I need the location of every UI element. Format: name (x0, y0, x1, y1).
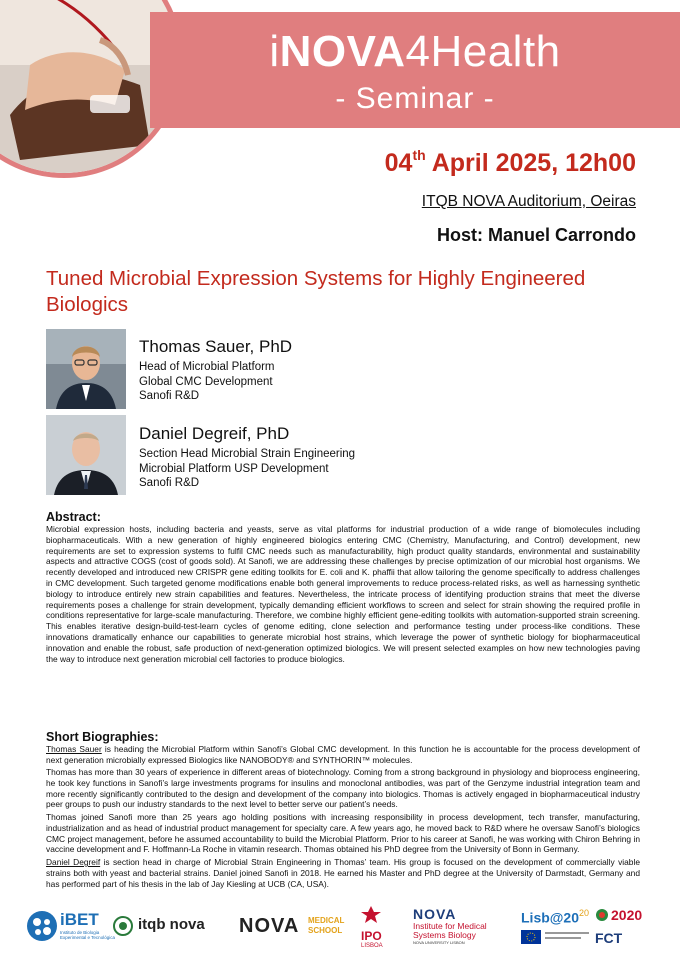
ibet-logo: iBET Instituto de Biologia Experimental e Tecnológica (26, 910, 58, 947)
itqb-mark-icon (113, 916, 133, 936)
bio-thomas-career: Thomas joined Sanofi more than 25 years ago holding positions with increasing responsibility in process development, tech transfer, manufacturing, industrialization and as head of industrial product management for specialty care. A few years ago, he moved back to R&D where he oversaw Sanofi’s biologics CMC project management, before he assumed accountability to build the Microbial Platform. Prior to his career at Sanofi, he was working with Chiron Behring in vaccine development and F. Hoffmann-La Roche in vitamin research. Thomas obtained his PhD degree from the University of Bonn in Germany. (46, 812, 640, 855)
speaker-photo-thomas (46, 329, 126, 409)
abstract-text: Microbial expression hosts, including bacteria and yeasts, serve as vital platforms for industrial production of a wide range of biomolecules including biopharmaceuticals. With a new generation of highly engineered biologics entering CMC (Chemistry, Manufacturing, and Control) development, new requirements are set to expression systems to fulfil CMC needs such as manufacturability, high product quality standards, environmental and sustainability aspects and attractive COGS (cost of goods sold). At Sanofi, we are addressing these challenges by precise optimization of our microbial host organisms. We recently developed and introduced new CRISPR gene editing toolkits for E. coli and K. phaffii that allow tailoring the genome specifically to address challenges in CMC development. Such targeted genome modifications enable both general improvements to reduce process-related risks, as well as harnessing synthetic biology to introduce entirely new strain capabilities and features. Nevertheless, the intricate process of identifying production strains that meet the diverse requirements poses a challenge for strain development, typically demanding efficient workflows to screen and select for strain showing the required profile in conditions representative for large-scale manufacturing. Therefore, we combine highly efficient gene-editing toolkits with automation-supported strain screening. This enables iterative design-build-test-learn cycles of genome editing, clone selection and performance testing under process-like conditions. These innovations dramatically enhance our capabilities to generate microbial host strains, which leverage the power of synthetic biology for biopharmaceutical innovation and enable the robust, safe production of next-generation optimized biologics. We will present selected examples on how new technologies paving the way to introduce next generation microbial cell factories to produce biologics. (46, 524, 640, 664)
bio-daniel: Daniel Degreif is section head in charge of Microbial Strain Engineering in Thomas’ team. His group is focused on the development of commercially viable strains both with yeast and bacterial strains. Daniel joined Sanofi in 2018. He earned his Master and PhD degree at the University of Darmstadt, Germany and has performed part of his thesis in the lab of Jay Kiesling at UCB (CA, USA). (46, 857, 640, 889)
partner-logos (0, 900, 680, 961)
lisboa-2020-logo: $Lisb@20^{20}$ (521, 908, 589, 927)
speaker-1 (139, 337, 292, 404)
talk-title: Tuned Microbial Expression Systems for Highly Engineered Biologics (46, 267, 586, 316)
bio-thomas-experience: Thomas has more than 30 years of experience in different areas of biotechnology. Coming from a strong background in physiology and bioprocess engineering, he took key functions in Sanofi’s large investments programs for insulins and monoclonal antibodies, was part of the Genzyme industrial integration team and more recently significantly contributed to the design and development of the company into biologics. Thomas is actively engaged in biopharmaceutical industry peer groups to push our industry standards to the next level to better serve our patient’s needs. (46, 767, 640, 810)
speaker-department: Global CMC Development (139, 375, 273, 388)
bio-name-link: Thomas Sauer (46, 744, 102, 754)
bio-thomas-intro: Thomas Sauer is heading the Microbial Platform within Sanofi’s Global CMC development. In this function he is accountable for the process development of next generation microbially expressed Biologics like NANOBODY® and SYNTHORIN™ molecules. (46, 744, 641, 765)
speaker-photo-daniel (46, 415, 126, 495)
event-host: Host: Manuel Carrondo (436, 225, 636, 245)
speaker-name: Daniel Degreif, PhD (139, 424, 290, 443)
eu-flag-icon (521, 930, 591, 944)
speaker-2 (139, 424, 355, 491)
ipo-lisboa-logo: IPO LISBOA (361, 906, 383, 949)
speaker-organization: Sanofi R&D (139, 477, 200, 489)
seminar-subtitle: - Seminar - (335, 82, 495, 115)
portugal-2020-logo: 2020 FCT (595, 907, 643, 946)
biographies-heading: Short Biographies: (46, 730, 159, 744)
speaker-name: Thomas Sauer, PhD (139, 337, 293, 356)
abstract-heading: Abstract: (46, 510, 101, 524)
ipo-mark-icon (361, 906, 381, 924)
speaker-role: Section Head Microbial Strain Engineering (139, 448, 356, 460)
nova-medical-school-logo: NOVA MEDICAL SCHOOL (239, 915, 345, 937)
bio-name-link: Daniel Degreif (46, 857, 101, 867)
nova-ims-logo: NOVA Institute for Medical Systems Biology NOVA UNIVERSITY LISBON (413, 906, 487, 945)
speaker-department: Microbial Platform USP Development (139, 462, 329, 475)
speaker-organization: Sanofi R&D (139, 390, 200, 402)
ibet-mark-icon (26, 910, 58, 942)
itqb-logo: itqb nova (113, 916, 133, 941)
event-venue: ITQB NOVA Auditorium, Oeiras (421, 193, 636, 210)
speaker-role: Head of Microbial Platform (139, 361, 275, 373)
event-date: 04th April 2025, 12h00 (384, 147, 636, 177)
portugal-2020-mark-icon (595, 908, 609, 922)
seminar-series-title: iNOVA4Health (269, 27, 561, 76)
